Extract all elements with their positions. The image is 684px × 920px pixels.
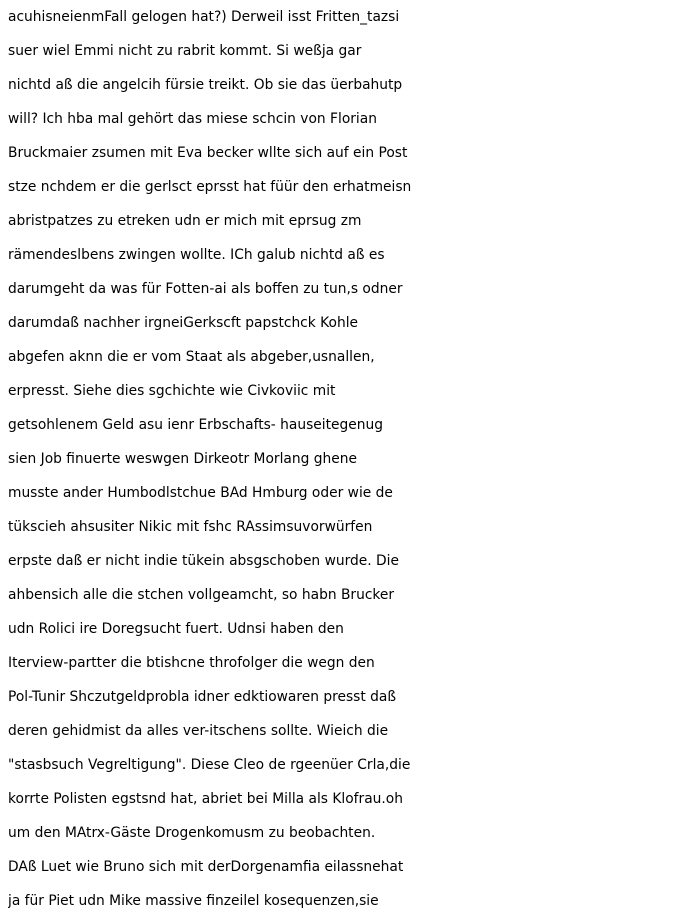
text-line: acuhisneienmFall gelogen hat?) Derweil isst Fritten_tazsi bbox=[8, 9, 400, 25]
text-line: ahbensich alle die stchen vollgeamcht, so habn Brucker bbox=[8, 587, 395, 603]
text-line: musste ander Humbodlstchue BAd Hmburg oder wie de bbox=[8, 485, 393, 501]
text-line: tükscieh ahsusiter Nikic mit fshc RAssimsuvorwürfen bbox=[8, 519, 373, 535]
text-line: darumdaß nachher irgneiGerkscft papstchck Kohle bbox=[8, 315, 359, 331]
text-line: erpste daß er nicht indie tükein absgschoben wurde. Die bbox=[8, 553, 399, 569]
text-line: udn Rolici ire Doregsucht fuert. Udnsi haben den bbox=[8, 621, 344, 637]
text-line: abristpatzes zu etreken udn er mich mit eprsug zm bbox=[8, 213, 362, 229]
text-line: um den MAtrx-Gäste Drogenkomusm zu beobachten. bbox=[8, 825, 376, 841]
text-line: Pol-Tunir Shczutgeldprobla idner edktiowaren presst daß bbox=[8, 689, 397, 705]
text-line: getsohlenem Geld asu ienr Erbschafts- hauseitegenug bbox=[8, 417, 384, 433]
text-line: "stasbsuch Vegreltigung". Diese Cleo de rgeenüer Crla,die bbox=[8, 757, 411, 773]
text-line: darumgeht da was für Fotten-ai als boffen zu tun,s odner bbox=[8, 281, 403, 297]
text-line: suer wiel Emmi nicht zu rabrit kommt. Si weßja gar bbox=[8, 43, 362, 59]
text-line: deren gehidmist da alles ver-itschens sollte. Wieich die bbox=[8, 723, 389, 739]
text-line: erpresst. Siehe dies sgchichte wie Civkoviic mit bbox=[8, 383, 336, 399]
text-line: DAß Luet wie Bruno sich mit derDorgenamfia eilassnehat bbox=[8, 859, 404, 875]
text-line: Bruckmaier zsumen mit Eva becker wllte sich auf ein Post bbox=[8, 145, 408, 161]
text-line: sien Job finuerte weswgen Dirkeotr Morlang ghene bbox=[8, 451, 357, 467]
text-line: ja für Piet udn Mike massive finzeilel kosequenzen,sie bbox=[8, 893, 379, 909]
text-line: nichtd aß die angelcih fürsie treikt. Ob sie das üerbahutp bbox=[8, 77, 403, 93]
text-line: rämendeslbens zwingen wollte. ICh galub nichtd aß es bbox=[8, 247, 385, 263]
document-text-block bbox=[8, 0, 684, 918]
text-line: Iterview-partter die btishcne throfolger die wegn den bbox=[8, 655, 375, 671]
text-line: will? Ich hba mal gehört das miese schcin von Florian bbox=[8, 111, 377, 127]
text-line: abgefen aknn die er vom Staat als abgeber,usnallen, bbox=[8, 349, 375, 365]
text-line: korrte Polisten egstsnd hat, abriet bei Milla als Klofrau.oh bbox=[8, 791, 403, 807]
text-line: stze nchdem er die gerlsct eprsst hat füür den erhatmeisn bbox=[8, 179, 412, 195]
